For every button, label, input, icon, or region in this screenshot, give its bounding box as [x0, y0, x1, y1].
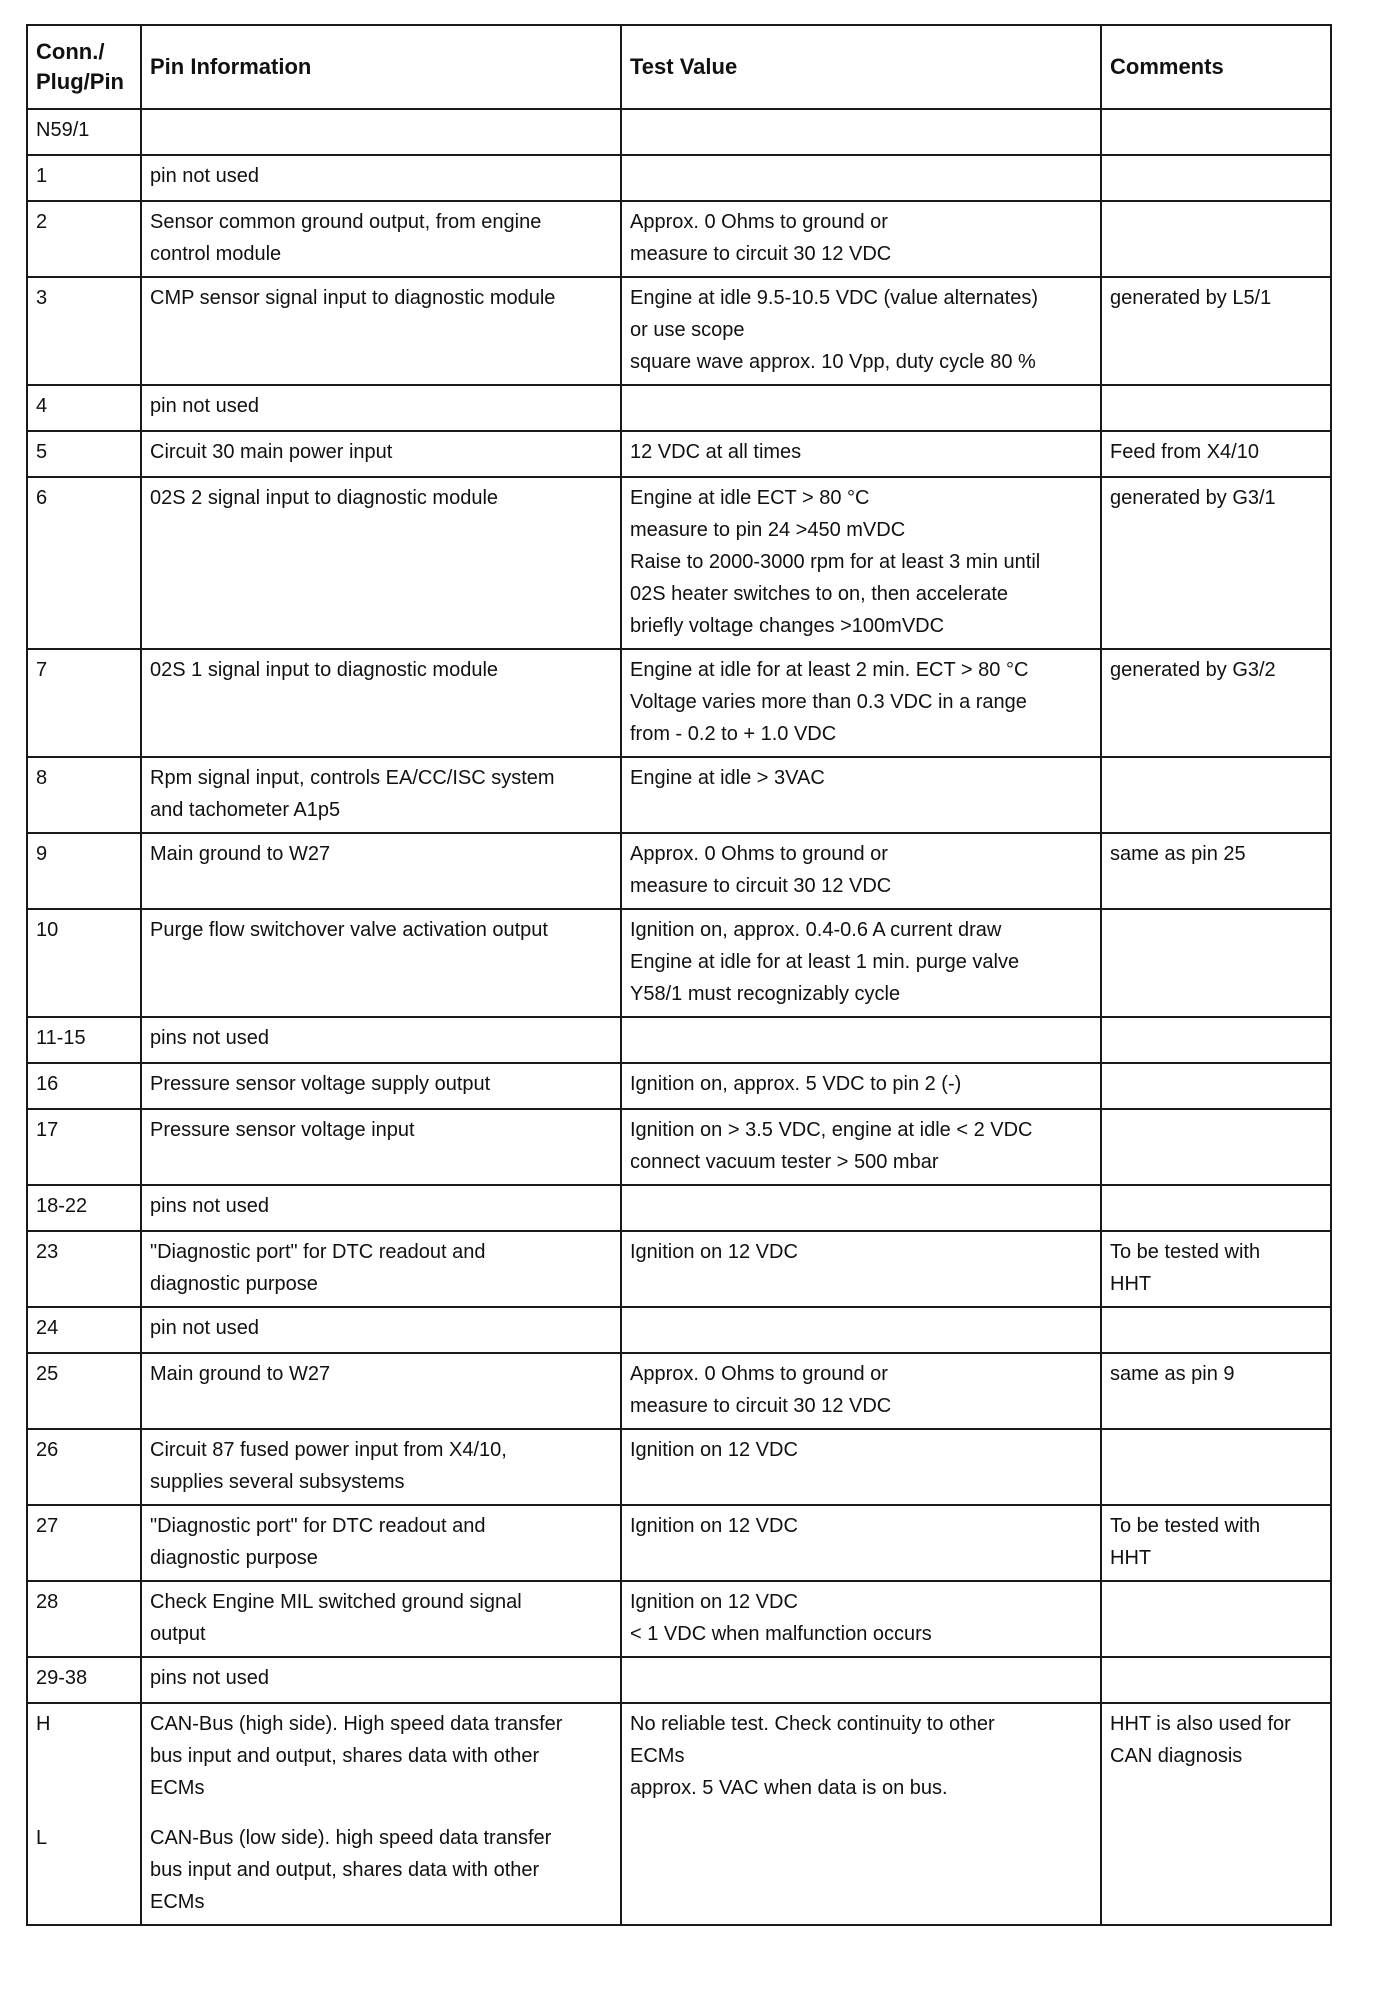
- test-value-cell: [621, 1185, 1101, 1231]
- pin-info-cell-line: control module: [150, 243, 282, 265]
- can-low-info-line: bus input and output, shares data with other: [150, 1859, 540, 1881]
- pin-info-cell: [141, 385, 621, 431]
- pin-info-cell-line: Rpm signal input, controls EA/CC/ISC system: [150, 767, 555, 789]
- comments-cell: [1101, 277, 1331, 385]
- can-high-info-line: CAN-Bus (high side). High speed data transfer: [150, 1713, 563, 1735]
- comments-cell: [1101, 1109, 1331, 1185]
- pin-info-cell-line: pins not used: [150, 1667, 269, 1689]
- comments-cell-line: To be tested with: [1110, 1515, 1261, 1537]
- comments-cell: [1101, 1307, 1331, 1353]
- pin-info-cell-line: pin not used: [150, 1317, 259, 1339]
- pin-info-cell-line: Main ground to W27: [150, 843, 331, 865]
- pin-cell: 16: [27, 1063, 141, 1109]
- test-value-cell-line: measure to circuit 30 12 VDC: [630, 875, 892, 897]
- test-value-cell-can: [621, 1703, 1101, 1925]
- test-value-cell: [621, 757, 1101, 833]
- test-value-cell-line: connect vacuum tester > 500 mbar: [630, 1151, 939, 1173]
- pin-info-cell: [141, 1109, 621, 1185]
- table-row: [27, 1505, 1331, 1581]
- pin-cell: 25: [27, 1353, 141, 1429]
- table-row: [27, 109, 1331, 155]
- test-value-cell-line: Raise to 2000-3000 rpm for at least 3 min until: [630, 551, 1041, 573]
- comments-cell: [1101, 1429, 1331, 1505]
- pin-info-cell: [141, 833, 621, 909]
- test-value-cell-line: Approx. 0 Ohms to ground or: [630, 843, 888, 865]
- comments-cell: [1101, 757, 1331, 833]
- test-value-cell: [621, 1109, 1101, 1185]
- table-row: [27, 477, 1331, 649]
- test-value-cell-line: square wave approx. 10 Vpp, duty cycle 80 %: [630, 351, 1036, 373]
- test-value-cell: [621, 1307, 1101, 1353]
- pin-cell: 11-15: [27, 1017, 141, 1063]
- header-conn-plug-pin: [27, 25, 141, 109]
- test-value-cell-line: Engine at idle 9.5-10.5 VDC (value alternates): [630, 287, 1039, 309]
- test-value-cell: [621, 1429, 1101, 1505]
- can-test-line: ECMs: [630, 1745, 685, 1767]
- pin-info-cell: [141, 1063, 621, 1109]
- table-row-can-bus: [27, 1703, 1331, 1925]
- pin-info-cell-line: and tachometer A1p5: [150, 799, 341, 821]
- pin-info-cell-line: 02S 1 signal input to diagnostic module: [150, 659, 499, 681]
- pin-info-cell-line: pins not used: [150, 1195, 269, 1217]
- test-value-cell-line: Ignition on > 3.5 VDC, engine at idle < 2 VDC: [630, 1119, 1033, 1141]
- header-pin-information: Pin Information: [141, 25, 621, 109]
- test-value-cell: [621, 477, 1101, 649]
- comments-cell: [1101, 1063, 1331, 1109]
- pin-info-cell-line: pin not used: [150, 165, 259, 187]
- comments-cell: [1101, 201, 1331, 277]
- comments-cell: [1101, 1581, 1331, 1657]
- comments-cell-line: generated by G3/1: [1110, 487, 1276, 509]
- comments-cell: [1101, 1657, 1331, 1703]
- table-row: [27, 757, 1331, 833]
- pin-info-cell-line: pin not used: [150, 395, 259, 417]
- pin-cell: 9: [27, 833, 141, 909]
- pin-info-cell-line: Main ground to W27: [150, 1363, 331, 1385]
- pin-cell: 1: [27, 155, 141, 201]
- comments-cell: [1101, 1017, 1331, 1063]
- table-row: [27, 1353, 1331, 1429]
- comments-cell: [1101, 477, 1331, 649]
- pin-l: L: [36, 1827, 48, 1849]
- pin-info-cell: [141, 109, 621, 155]
- comments-cell-line: same as pin 9: [1110, 1363, 1235, 1385]
- header-test-value: Test Value: [621, 25, 1101, 109]
- can-comment-line: CAN diagnosis: [1110, 1745, 1243, 1767]
- table-row: [27, 1581, 1331, 1657]
- test-value-cell-line: Engine at idle > 3VAC: [630, 767, 825, 789]
- pin-cell: 2: [27, 201, 141, 277]
- pin-info-cell-line: Purge flow switchover valve activation output: [150, 919, 548, 941]
- comments-cell-can: [1101, 1703, 1331, 1925]
- table-row: [27, 909, 1331, 1017]
- pin-info-cell-line: Circuit 87 fused power input from X4/10,: [150, 1439, 507, 1461]
- comments-cell-line: Feed from X4/10: [1110, 441, 1259, 463]
- comments-cell: [1101, 385, 1331, 431]
- pin-info-cell: [141, 1231, 621, 1307]
- test-value-cell: [621, 1657, 1101, 1703]
- pin-info-cell: [141, 431, 621, 477]
- table-row: [27, 201, 1331, 277]
- can-low-info-line: CAN-Bus (low side). high speed data transfer: [150, 1827, 552, 1849]
- pin-info-cell: [141, 1017, 621, 1063]
- test-value-cell-line: briefly voltage changes >100mVDC: [630, 615, 945, 637]
- pin-info-cell: [141, 909, 621, 1017]
- pin-info-cell: [141, 277, 621, 385]
- pin-cell: N59/1: [27, 109, 141, 155]
- pin-info-cell-line: "Diagnostic port" for DTC readout and: [150, 1515, 486, 1537]
- test-value-cell: [621, 385, 1101, 431]
- pin-info-cell-line: CMP sensor signal input to diagnostic module: [150, 287, 556, 309]
- pin-cell: 4: [27, 385, 141, 431]
- test-value-cell: [621, 1505, 1101, 1581]
- test-value-cell: [621, 1063, 1101, 1109]
- test-value-cell-line: < 1 VDC when malfunction occurs: [630, 1623, 932, 1645]
- test-value-cell: [621, 833, 1101, 909]
- header-conn-line-2: Plug/Pin: [36, 69, 124, 94]
- test-value-cell-line: Ignition on, approx. 0.4-0.6 A current draw: [630, 919, 1002, 941]
- table-row: [27, 1657, 1331, 1703]
- pin-info-cell-line: 02S 2 signal input to diagnostic module: [150, 487, 499, 509]
- pin-info-cell-line: Pressure sensor voltage supply output: [150, 1073, 491, 1095]
- test-value-cell: [621, 431, 1101, 477]
- pin-cell: 26: [27, 1429, 141, 1505]
- test-value-cell: [621, 1017, 1101, 1063]
- pin-info-cell: [141, 477, 621, 649]
- pin-table-sheet: [26, 24, 1330, 1926]
- test-value-cell-line: Ignition on 12 VDC: [630, 1515, 798, 1537]
- test-value-cell: [621, 1353, 1101, 1429]
- test-value-cell: [621, 109, 1101, 155]
- pin-info-cell-line: diagnostic purpose: [150, 1273, 318, 1295]
- can-test-line: approx. 5 VAC when data is on bus.: [630, 1777, 948, 1799]
- pin-cell: 18-22: [27, 1185, 141, 1231]
- table-row: [27, 1109, 1331, 1185]
- comments-cell-line: generated by L5/1: [1110, 287, 1272, 309]
- table-row: [27, 385, 1331, 431]
- table-row: [27, 833, 1331, 909]
- test-value-cell: [621, 201, 1101, 277]
- table-row: [27, 155, 1331, 201]
- pin-info-cell: [141, 1307, 621, 1353]
- table-row: [27, 431, 1331, 477]
- test-value-cell-line: Engine at idle ECT > 80 °C: [630, 487, 870, 509]
- pin-info-cell-line: "Diagnostic port" for DTC readout and: [150, 1241, 486, 1263]
- test-value-cell-line: measure to pin 24 >450 mVDC: [630, 519, 906, 541]
- table-header-row: [27, 25, 1331, 109]
- pin-cell: 27: [27, 1505, 141, 1581]
- pin-cell: 8: [27, 757, 141, 833]
- pin-info-cell: [141, 1353, 621, 1429]
- comments-cell-line: HHT: [1110, 1273, 1152, 1295]
- comments-cell: [1101, 833, 1331, 909]
- pin-cell: 6: [27, 477, 141, 649]
- header-conn-line-1: Conn./: [36, 39, 105, 64]
- pin-cell: 28: [27, 1581, 141, 1657]
- pin-cell: 23: [27, 1231, 141, 1307]
- table-row: [27, 277, 1331, 385]
- test-value-cell-line: Ignition on 12 VDC: [630, 1591, 798, 1613]
- test-value-cell-line: measure to circuit 30 12 VDC: [630, 1395, 892, 1417]
- spacer: [150, 1804, 612, 1822]
- test-value-cell-line: Engine at idle for at least 1 min. purge valve: [630, 951, 1020, 973]
- pin-info-cell: [141, 155, 621, 201]
- pin-info-cell: [141, 649, 621, 757]
- comments-cell-line: same as pin 25: [1110, 843, 1246, 865]
- test-value-cell-line: Ignition on, approx. 5 VDC to pin 2 (-): [630, 1073, 962, 1095]
- table-row: [27, 1017, 1331, 1063]
- test-value-cell-line: from - 0.2 to + 1.0 VDC: [630, 723, 837, 745]
- pin-cell: 17: [27, 1109, 141, 1185]
- table-row: [27, 1185, 1331, 1231]
- spacer: [36, 1772, 132, 1804]
- test-value-cell-line: Ignition on 12 VDC: [630, 1439, 798, 1461]
- comments-cell-line: To be tested with: [1110, 1241, 1261, 1263]
- pin-info-cell-line: supplies several subsystems: [150, 1471, 405, 1493]
- pin-info-cell: [141, 757, 621, 833]
- test-value-cell: [621, 277, 1101, 385]
- can-high-info-line: bus input and output, shares data with other: [150, 1745, 540, 1767]
- pin-h: H: [36, 1713, 51, 1735]
- comments-cell: [1101, 1185, 1331, 1231]
- can-low-info-line: ECMs: [150, 1891, 205, 1913]
- test-value-cell-line: 12 VDC at all times: [630, 441, 802, 463]
- test-value-cell-line: measure to circuit 30 12 VDC: [630, 243, 892, 265]
- comments-cell: [1101, 431, 1331, 477]
- pin-cell: 5: [27, 431, 141, 477]
- pin-info-cell-line: Pressure sensor voltage input: [150, 1119, 415, 1141]
- pin-info-cell: [141, 1505, 621, 1581]
- comments-cell-line: HHT: [1110, 1547, 1152, 1569]
- pin-cell: 24: [27, 1307, 141, 1353]
- pin-cell: 7: [27, 649, 141, 757]
- comments-cell: [1101, 155, 1331, 201]
- pin-info-cell: [141, 1581, 621, 1657]
- pin-info-cell-line: Check Engine MIL switched ground signal: [150, 1591, 522, 1613]
- comments-cell: [1101, 1353, 1331, 1429]
- test-value-cell-line: Ignition on 12 VDC: [630, 1241, 798, 1263]
- table-row: [27, 1429, 1331, 1505]
- pin-info-cell: [141, 1185, 621, 1231]
- pin-cell: 3: [27, 277, 141, 385]
- pin-info-cell-line: pins not used: [150, 1027, 269, 1049]
- table-row: [27, 1231, 1331, 1307]
- test-value-cell-line: or use scope: [630, 319, 745, 341]
- pin-cell: 10: [27, 909, 141, 1017]
- pin-info-cell: [141, 201, 621, 277]
- pin-info-cell-line: diagnostic purpose: [150, 1547, 318, 1569]
- test-value-cell: [621, 649, 1101, 757]
- table-row: [27, 1307, 1331, 1353]
- test-value-cell-line: 02S heater switches to on, then accelerate: [630, 583, 1009, 605]
- pin-info-cell-can: [141, 1703, 621, 1925]
- can-test-line: No reliable test. Check continuity to other: [630, 1713, 995, 1735]
- comments-cell: [1101, 909, 1331, 1017]
- header-comments: Comments: [1101, 25, 1331, 109]
- pin-info-cell-line: Circuit 30 main power input: [150, 441, 393, 463]
- comments-cell: [1101, 1231, 1331, 1307]
- pin-info-cell: [141, 1657, 621, 1703]
- table-body: [27, 109, 1331, 1925]
- table-row: [27, 1063, 1331, 1109]
- pin-info-cell-line: output: [150, 1623, 206, 1645]
- comments-cell: [1101, 1505, 1331, 1581]
- can-comment-line: HHT is also used for: [1110, 1713, 1291, 1735]
- test-value-cell: [621, 1231, 1101, 1307]
- can-high-info-line: ECMs: [150, 1777, 205, 1799]
- spacer: [36, 1740, 132, 1772]
- pin-cell-can: [27, 1703, 141, 1925]
- comments-cell: [1101, 649, 1331, 757]
- pin-assignment-table: [26, 24, 1332, 1926]
- comments-cell-line: generated by G3/2: [1110, 659, 1276, 681]
- test-value-cell: [621, 155, 1101, 201]
- test-value-cell-line: Y58/1 must recognizably cycle: [630, 983, 901, 1005]
- test-value-cell-line: Approx. 0 Ohms to ground or: [630, 211, 888, 233]
- test-value-cell-line: Voltage varies more than 0.3 VDC in a range: [630, 691, 1027, 713]
- pin-cell: 29-38: [27, 1657, 141, 1703]
- test-value-cell-line: Engine at idle for at least 2 min. ECT > 80 °C: [630, 659, 1029, 681]
- pin-info-cell-line: Sensor common ground output, from engine: [150, 211, 542, 233]
- test-value-cell: [621, 1581, 1101, 1657]
- comments-cell: [1101, 109, 1331, 155]
- table-row: [27, 649, 1331, 757]
- spacer: [36, 1804, 132, 1822]
- pin-info-cell: [141, 1429, 621, 1505]
- test-value-cell-line: Approx. 0 Ohms to ground or: [630, 1363, 888, 1385]
- test-value-cell: [621, 909, 1101, 1017]
